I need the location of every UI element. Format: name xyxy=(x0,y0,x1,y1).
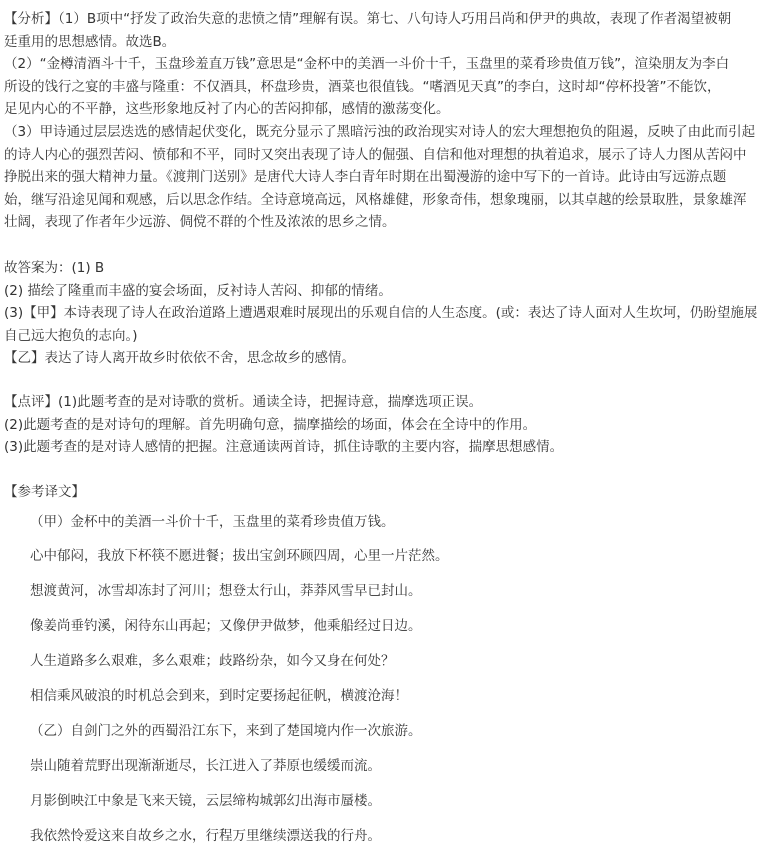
analysis-line: 足见内心的不平静，这些形象地反衬了内心的苦闷抑郁，感情的激荡变化。 xyxy=(4,101,450,117)
analysis-paragraph-2 xyxy=(4,53,776,121)
analysis-paragraph-3 xyxy=(4,121,776,234)
translation-line: 崇山随着荒野出现渐渐逝尽，长江进入了莽原也缓缓而流。 xyxy=(30,758,381,774)
answer-line: 故答案为：(1) B xyxy=(4,260,105,276)
analysis-line: （3）甲诗通过层层迭选的感情起伏变化，既充分显示了黑暗污浊的政治现实对诗人的宏大理想抱负的阻遏，反映了由此而引起 xyxy=(4,124,756,140)
translation-line: 心中郁闷，我放下杯筷不愿进餐；拔出宝剑环顾四周，心里一片茫然。 xyxy=(30,548,449,564)
answer-line: 自己远大抱负的志向。) xyxy=(4,327,138,344)
translation-line: 想渡黄河，冰雪却冻封了河川；想登太行山，莽莽风雪早已封山。 xyxy=(30,583,422,599)
analysis-line: （2）“金樽清酒斗十千，玉盘珍羞直万钱”意思是“金杯中的美酒一斗价十千，玉盘里的菜肴珍贵值万钱”，渲染朋友为李白 xyxy=(4,56,730,72)
translation-line: 我依然怜爱这来自故乡之水，行程万里继续漂送我的行舟。 xyxy=(30,828,381,844)
comment-line: (2)此题考查的是对诗句的理解。首先明确句意，揣摩描绘的场面，体会在全诗中的作用。 xyxy=(4,416,537,433)
analysis-line: 所设的饯行之宴的丰盛与隆重：不仅酒具，杯盘珍贵，酒菜也很值钱。“嗜酒见天真”的李白，这时却“停杯投箸”不能饮， xyxy=(4,78,721,95)
answer-block xyxy=(4,257,776,370)
analysis-paragraph-1 xyxy=(4,8,776,53)
translation-line: （甲）金杯中的美酒一斗价十千，玉盘里的菜肴珍贵值万钱。 xyxy=(30,514,395,530)
analysis-line: 廷重用的思想感情。故选B。 xyxy=(4,33,176,50)
translation-heading: 【参考译文】 xyxy=(4,484,85,500)
analysis-line: 的诗人内心的强烈苦闷、愤郁和不平，同时又突出表现了诗人的倔强、自信和他对理想的执着追求，展示了诗人力图从苦闷中 xyxy=(4,146,747,163)
comment-line: (3)此题考查的是对诗人感情的把握。注意通读两首诗，抓住诗歌的主要内容，揣摩思想感情。 xyxy=(4,439,564,455)
answer-line: 【乙】表达了诗人离开故乡时依依不舍，思念故乡的感情。 xyxy=(4,350,355,366)
analysis-line: 挣脱出来的强大精神力量。《渡荆门送别》是唐代大诗人李白青年时期在出蜀漫游的途中写下的一首诗。此诗由写远游点题 xyxy=(4,169,727,185)
analysis-line: 始，继写沿途见闻和观感，后以思念作结。全诗意境高远，风格雄健，形象奇伟，想象瑰丽，以其卓越的绘景取胜，景象雄浑 xyxy=(4,191,747,208)
answer-line: (2) 描绘了隆重而丰盛的宴会场面，反衬诗人苦闷、抑郁的情绪。 xyxy=(4,282,392,299)
comment-line: 【点评】(1)此题考查的是对诗歌的赏析。通读全诗，把握诗意，揣摩选项正误。 xyxy=(4,394,483,410)
translation-line: 月影倒映江中象是飞来天镜，云层缔构城郭幻出海市蜃楼。 xyxy=(30,793,381,809)
translation-line: 像姜尚垂钓溪，闲待东山再起；又像伊尹做梦，他乘船经过日边。 xyxy=(30,618,422,634)
analysis-line: 【分析】（1）B项中“抒发了政治失意的悲愤之情”理解有误。第七、八句诗人巧用吕尚和伊尹的典故，表现了作者渴望被朝 xyxy=(4,11,732,27)
comment-block xyxy=(4,391,776,459)
translation-line: 相信乘风破浪的时机总会到来，到时定要扬起征帆，横渡沧海！ xyxy=(30,688,408,704)
analysis-line: 壮阔，表现了作者年少远游、倜傥不群的个性及浓浓的思乡之情。 xyxy=(4,214,396,230)
translation-line: 人生道路多么艰难，多么艰难；歧路纷杂，如今又身在何处？ xyxy=(30,653,395,669)
answer-line: (3)【甲】本诗表现了诗人在政治道路上遭遇艰难时展现出的乐观自信的人生态度。(或：表达了诗人面对人生坎坷，仍盼望施展 xyxy=(4,305,758,321)
translation-line: （乙）自剑门之外的西蜀沿江东下，来到了楚国境内作一次旅游。 xyxy=(30,723,422,739)
